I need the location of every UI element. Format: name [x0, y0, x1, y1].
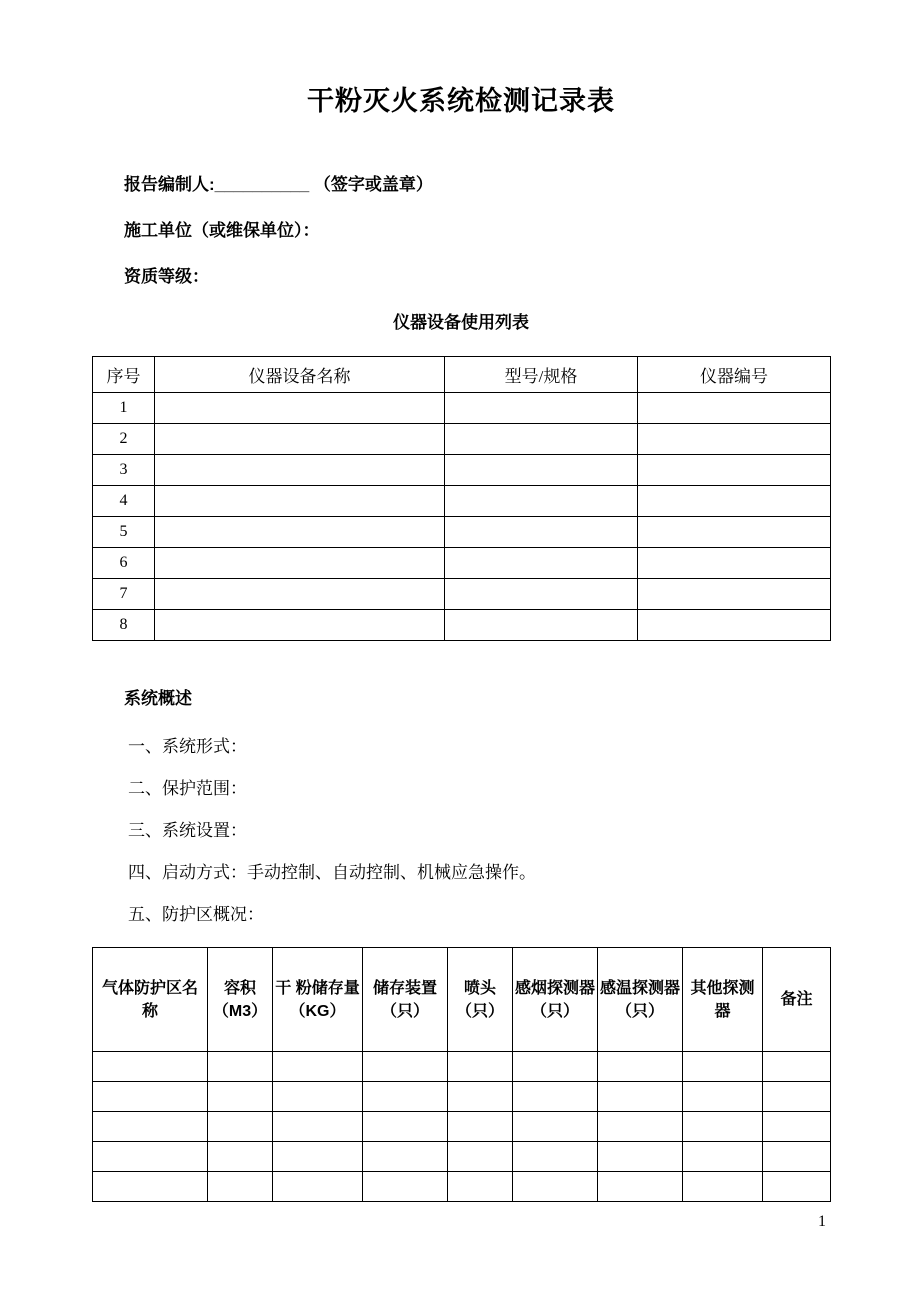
- equipment-row-number-cell: 4: [93, 486, 155, 517]
- construction-unit-line: 施工单位（或维保单位）：: [124, 221, 320, 240]
- zone-empty-cell: [763, 1142, 831, 1172]
- equipment-row-number-cell: 5: [93, 517, 155, 548]
- equipment-table-row: [93, 517, 831, 548]
- equipment-empty-cell: [638, 393, 831, 424]
- equipment-col-header-name: 仪器设备名称: [155, 357, 445, 393]
- zone-col-header-nozzle: 喷头（只）: [448, 948, 513, 1052]
- zone-empty-cell: [683, 1172, 763, 1202]
- overview-item-system-setup: 三、系统设置：: [128, 821, 247, 840]
- zone-empty-cell: [598, 1052, 683, 1082]
- equipment-row-number-cell: 3: [93, 455, 155, 486]
- zone-empty-cell: [448, 1082, 513, 1112]
- protection-zone-table: [92, 947, 831, 1202]
- zone-empty-cell: [208, 1112, 273, 1142]
- equipment-empty-cell: [445, 610, 638, 641]
- zone-empty-cell: [448, 1172, 513, 1202]
- zone-empty-cell: [513, 1112, 598, 1142]
- zone-empty-cell: [208, 1052, 273, 1082]
- equipment-row-number-cell: 7: [93, 579, 155, 610]
- equipment-table-caption: 仪器设备使用列表: [393, 313, 529, 332]
- zone-table-body: [93, 1052, 831, 1202]
- zone-empty-cell: [598, 1172, 683, 1202]
- zone-col-header-powder-storage: 干 粉储存量（KG）: [273, 948, 363, 1052]
- zone-empty-cell: [448, 1142, 513, 1172]
- equipment-empty-cell: [638, 579, 831, 610]
- equipment-table-row: [93, 548, 831, 579]
- zone-col-header-volume: 容积（M3）: [208, 948, 273, 1052]
- document-title: 干粉灭火系统检测记录表: [307, 86, 615, 116]
- equipment-empty-cell: [445, 393, 638, 424]
- zone-header-row: [93, 948, 831, 1052]
- zone-empty-cell: [513, 1082, 598, 1112]
- zone-empty-cell: [448, 1112, 513, 1142]
- equipment-table-row: [93, 424, 831, 455]
- zone-empty-cell: [683, 1112, 763, 1142]
- zone-col-header-storage-device: 储存装置（只）: [363, 948, 448, 1052]
- equipment-row-number-cell: 6: [93, 548, 155, 579]
- zone-empty-cell: [93, 1082, 208, 1112]
- equipment-row-number-cell: 1: [93, 393, 155, 424]
- equipment-table-row: [93, 579, 831, 610]
- zone-empty-cell: [763, 1172, 831, 1202]
- overview-item-start-mode: 四、启动方式：手动控制、自动控制、机械应急操作。: [128, 863, 536, 882]
- zone-empty-cell: [273, 1142, 363, 1172]
- equipment-empty-cell: [155, 455, 445, 486]
- zone-empty-cell: [363, 1082, 448, 1112]
- zone-empty-cell: [273, 1052, 363, 1082]
- zone-empty-cell: [208, 1142, 273, 1172]
- equipment-table-row: [93, 486, 831, 517]
- equipment-empty-cell: [155, 486, 445, 517]
- report-author-line: 报告编制人:__________ （签字或盖章）: [124, 175, 433, 194]
- zone-col-header-other-detector: 其他探测器: [683, 948, 763, 1052]
- equipment-empty-cell: [445, 424, 638, 455]
- equipment-empty-cell: [445, 517, 638, 548]
- zone-empty-cell: [208, 1172, 273, 1202]
- equipment-col-header-number: 仪器编号: [638, 357, 831, 393]
- equipment-empty-cell: [445, 579, 638, 610]
- zone-empty-cell: [763, 1112, 831, 1142]
- zone-col-header-zone-name: 气体防护区名称: [93, 948, 208, 1052]
- equipment-col-header-model: 型号/规格: [445, 357, 638, 393]
- equipment-row-number-cell: 2: [93, 424, 155, 455]
- zone-empty-cell: [683, 1082, 763, 1112]
- equipment-empty-cell: [445, 548, 638, 579]
- zone-table-row: [93, 1142, 831, 1172]
- equipment-table-body: [93, 393, 831, 641]
- zone-empty-cell: [363, 1112, 448, 1142]
- equipment-empty-cell: [155, 517, 445, 548]
- equipment-header-row: [93, 357, 831, 393]
- page-number: 1: [818, 1213, 826, 1230]
- equipment-empty-cell: [638, 517, 831, 548]
- equipment-table-row: [93, 610, 831, 641]
- zone-empty-cell: [273, 1082, 363, 1112]
- qualification-level-line: 资质等级：: [124, 267, 209, 286]
- equipment-empty-cell: [638, 548, 831, 579]
- zone-empty-cell: [93, 1142, 208, 1172]
- zone-table-row: [93, 1172, 831, 1202]
- system-overview-list: [92, 737, 830, 925]
- equipment-empty-cell: [155, 610, 445, 641]
- equipment-empty-cell: [155, 579, 445, 610]
- overview-item-protection-scope: 二、保护范围：: [128, 779, 247, 798]
- equipment-col-header-seq: 序号: [93, 357, 155, 393]
- zone-empty-cell: [208, 1082, 273, 1112]
- equipment-empty-cell: [638, 486, 831, 517]
- equipment-table-row: [93, 455, 831, 486]
- zone-empty-cell: [683, 1142, 763, 1172]
- zone-empty-cell: [763, 1082, 831, 1112]
- zone-empty-cell: [448, 1052, 513, 1082]
- zone-table-row: [93, 1112, 831, 1142]
- zone-empty-cell: [363, 1142, 448, 1172]
- overview-item-zone-summary: 五、防护区概况：: [128, 905, 264, 924]
- system-overview-heading: 系统概述: [124, 689, 192, 708]
- zone-empty-cell: [598, 1112, 683, 1142]
- equipment-empty-cell: [155, 424, 445, 455]
- zone-empty-cell: [513, 1052, 598, 1082]
- zone-empty-cell: [598, 1082, 683, 1112]
- zone-col-header-smoke-detector: 感烟探测器（只）: [513, 948, 598, 1052]
- equipment-empty-cell: [445, 486, 638, 517]
- zone-table-row: [93, 1082, 831, 1112]
- equipment-empty-cell: [445, 455, 638, 486]
- zone-empty-cell: [93, 1112, 208, 1142]
- equipment-table-row: [93, 393, 831, 424]
- document-content: [92, 0, 830, 1202]
- zone-empty-cell: [273, 1112, 363, 1142]
- zone-empty-cell: [598, 1142, 683, 1172]
- equipment-empty-cell: [638, 424, 831, 455]
- equipment-row-number-cell: 8: [93, 610, 155, 641]
- equipment-empty-cell: [638, 610, 831, 641]
- zone-empty-cell: [683, 1052, 763, 1082]
- zone-empty-cell: [93, 1172, 208, 1202]
- zone-table-row: [93, 1052, 831, 1082]
- overview-item-system-form: 一、系统形式：: [128, 737, 247, 756]
- equipment-table: [92, 356, 831, 641]
- zone-empty-cell: [273, 1172, 363, 1202]
- header-fields: [92, 175, 830, 287]
- zone-empty-cell: [93, 1052, 208, 1082]
- zone-empty-cell: [363, 1172, 448, 1202]
- zone-col-header-heat-detector: 感温探测器（只）: [598, 948, 683, 1052]
- zone-empty-cell: [363, 1052, 448, 1082]
- zone-col-header-remarks: 备注: [763, 948, 831, 1052]
- zone-empty-cell: [513, 1142, 598, 1172]
- zone-empty-cell: [763, 1052, 831, 1082]
- equipment-empty-cell: [155, 548, 445, 579]
- equipment-empty-cell: [155, 393, 445, 424]
- zone-empty-cell: [513, 1172, 598, 1202]
- equipment-empty-cell: [638, 455, 831, 486]
